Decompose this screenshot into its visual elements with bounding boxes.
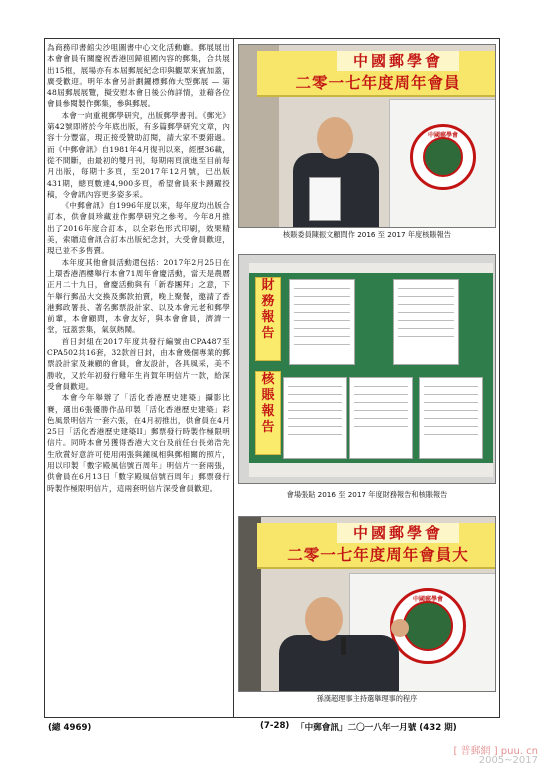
banner-society-name: 中國郵學會 bbox=[337, 523, 459, 543]
society-emblem-icon bbox=[410, 124, 476, 190]
paragraph: 本會今年舉辦了「活化香港歷史建築」攝影比賽，選出6張優勝作品印製「活化香港歷史建築」彩色風景明信片一套六張，在4月初推出，供會員在4月25日「活化香港歷史建築II」郵票發行時製作極限明信片。同時本會另獲得香港大文台及前任台長弟浩先生欣賞好意許可使用兩張與鐘風相與郵相關的照片，用以印製「數字殿風信號百周年」明信片一套兩張，供會員在6月13日「數字殿風信號百周年」郵票發行時製作極限明信片，這兩套明信片深受會員歡迎。 bbox=[47, 393, 230, 493]
society-flag bbox=[389, 99, 496, 228]
label-audit-report: 核賬報告 bbox=[255, 371, 281, 455]
report-sheet bbox=[393, 279, 459, 365]
report-paper bbox=[309, 177, 341, 221]
raised-hand bbox=[391, 619, 409, 637]
banner-society-name: 中國郵學會 bbox=[337, 51, 459, 71]
paragraph: 為商務印書館尖沙咀圖書中心文化活動廳。郵展展出本會會員有關慶祝香港回歸祖國內容的郵集，合共展出15框，展場亦有本屆郵展紀念印與觀眾來賓加蓋，廣受歡迎。明年本會另計劃鑼標郵佈大型郵展 — 第48屆郵展展覽，擬安慰本會日後公佈詳情，並藉各位會員參閱製作郵集，參與郵展。 bbox=[47, 43, 230, 109]
banner-event-title: 二零一七年度周年會員 bbox=[295, 73, 461, 92]
report-sheet bbox=[419, 377, 483, 459]
microphone-icon bbox=[341, 637, 346, 655]
paragraph: 首日封組在2017年度共發行編號由CPA487至CPA502共16套，32款首日封，由本會幾個專業的郵票設計家及兼顧的會員，會友設計，各具風采，美不勝收，又於年初發行雞年生肖賀年明信片一款，給深受會員歡迎。 bbox=[47, 336, 230, 391]
photo-posted-reports bbox=[238, 254, 496, 484]
label-financial-report: 財務報告 bbox=[255, 277, 281, 361]
banner-event-title: 二零一七年度周年會員大 bbox=[287, 545, 469, 564]
total-page-number: (總 4969) bbox=[48, 723, 92, 733]
photo-election-host bbox=[238, 516, 496, 692]
page-reference: (7-28) bbox=[260, 721, 290, 731]
notice-board bbox=[249, 263, 493, 477]
event-banner bbox=[257, 523, 496, 569]
paragraph: 《中郵會訊》自1996年度以來，每年度均出版合訂本，供會員珍藏並作郵學研究之參考。今年8月推出了2016年度合訂本，以全彩色形式印刷，效果精美，索贈這會訊合訂本出版紀念封，大受會員歡迎，現已並不多售賣。 bbox=[47, 201, 230, 256]
site-watermark: [ 普郵網 ] puu. cn bbox=[453, 746, 538, 757]
photo-caption: 孫漢超理事主持選舉理事的程序 bbox=[316, 694, 418, 703]
column-divider bbox=[233, 38, 234, 718]
photo-audit-report-speaker bbox=[238, 44, 496, 228]
watermark-years: 2005~2017 bbox=[478, 755, 538, 766]
photo-caption: 核賬委員陳振文顧問作 2016 至 2017 年度核賬報告 bbox=[283, 230, 451, 239]
emblem-lettering: 中國郵學會 bbox=[427, 132, 458, 139]
article-text-column bbox=[47, 42, 230, 714]
event-banner bbox=[257, 51, 496, 97]
publication-title: 「中郵會訊」二〇一八年一月號 (432 期) bbox=[296, 723, 457, 733]
emblem-lettering: 中國郵學會 bbox=[412, 596, 443, 603]
report-sheet bbox=[283, 377, 347, 459]
paragraph: 本年度其他會員活動還包括：2017年2月25日在上環香港酒樓舉行本會71周年會慶活動，當天是農曆正月二十九日，會慶活動與有「新春團拜」之意，下午舉行郵品大交換及郵款拍賣，晚上聚餐，邀請了香港郵政署長、著名郵票設計家、以及本會元老和郵學前輩，本會顧問，本會友好，與本會會員，濟濟一堂，冠蓋雲集，氣氛熱鬧。 bbox=[47, 257, 230, 335]
paragraph: 本會一向重視郵學研究，出版郵學書刊。《郵光》第42號即將於今年底出版，有多篇郵學研究文章，內容十分豐富，現正接受贊助訂閱，請大家不要錯過。而《中郵會訊》自1981年4月復刊以來，經歷36載，從不間斷，由最初的雙月刊，每期兩頁演進至目前每月出版，每期十多頁，至2017年12月號，已出版431期，總頁數達4,900多頁，希望會員來卡踴躍投稿，令會訊內容更多姿多采。 bbox=[47, 110, 230, 199]
page-footer bbox=[44, 721, 500, 735]
report-sheet bbox=[289, 279, 355, 365]
report-sheet bbox=[349, 377, 413, 459]
photo-caption: 會場張貼 2016 至 2017 年度財務報告和核賬報告 bbox=[286, 490, 448, 499]
